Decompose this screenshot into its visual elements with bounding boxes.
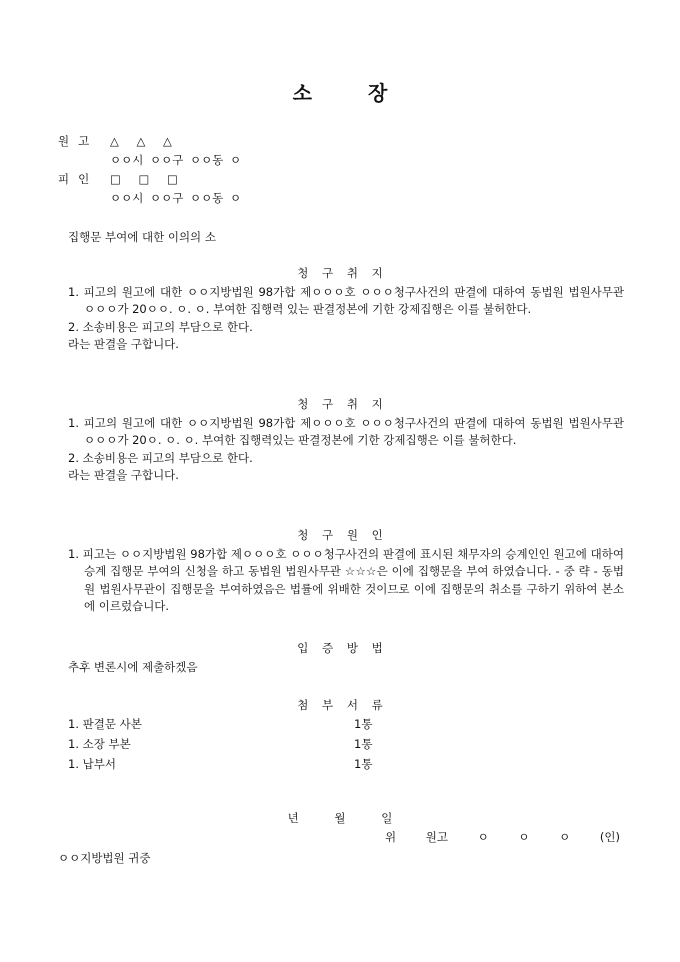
claim-2-item-1: 1. 피고의 원고에 대한 ㅇㅇ지방법원 98가합 제ㅇㅇㅇ호 ㅇㅇㅇ청구사건의 판결에 대하여 동법원 법원사무관 ㅇㅇㅇ가 20ㅇ. ㅇ. ㅇ. 부여한 집행력있는 판결정본에 기한 강제집행은 이를 불허한다. [68,416,624,448]
court-addressee: ㅇㅇ지방법원 귀중 [58,851,151,865]
attachment-label: 1. 납부서 [68,757,116,771]
attachment-count: 1통 [354,717,373,731]
claim-1-item-2: 2. 소송비용은 피고의 부담으로 한다. [68,319,253,334]
claim-section-1 [68,284,624,353]
attachment-label: 1. 판결문 사본 [68,717,142,731]
attachments-heading: 첨 부 서 류 [297,698,383,712]
attachment-count: 1통 [354,757,373,771]
cause-heading: 청 구 원 인 [297,528,383,542]
evidence-text: 추후 변론시에 제출하겠음 [68,660,198,674]
attachment-label: 1. 소장 부본 [68,737,131,751]
claim-section-2 [68,415,624,484]
cause-item-1: 1. 피고는 ㅇㅇ지방법원 98가합 제ㅇㅇㅇ호 ㅇㅇㅇ청구사건의 판결에 표시된 채무자의 승계인인 원고에 대하여 승계 집행문 부여의 신청을 하고 동법원 법원사무관 ☆☆☆은 이에 집행문을 부여 하였습니다. - 중 략 - 동법원 법원사무관이 집행문을 부여하였음은 법률에 위배한 것이므로 이에 집행문의 취소를 구하기 위하여 본소에 이르렀습니다. [68,547,624,613]
claim-1-item-1: 1. 피고의 원고에 대한 ㅇㅇ지방법원 98가합 제ㅇㅇㅇ호 ㅇㅇㅇ청구사건의 판결에 대하여 동법원 법원사무관 ㅇㅇㅇ가 20ㅇㅇ. ㅇ. ㅇ. 부여한 집행력 있는 판결정본에 기한 강제집행은 이를 불허한다. [68,285,624,317]
claim-1-closing: 라는 판결을 구합니다. [68,336,179,351]
title-char-2: 장 [368,81,388,105]
plaintiff-label: 원고 [58,134,99,148]
defendant-label: 피인 [58,172,99,186]
date-line: 년 월 일 [287,811,393,825]
claim-2-item-2: 2. 소송비용은 피고의 부담으로 한다. [68,450,253,465]
claim-2-closing: 라는 판결을 구합니다. [68,467,179,482]
defendant-address: ㅇㅇ시 ㅇㅇ구 ㅇㅇ동 ㅇ [110,191,242,205]
claim-heading-2: 청 구 취 지 [297,397,383,411]
attachment-count: 1통 [354,737,373,751]
plaintiff-address: ㅇㅇ시 ㅇㅇ구 ㅇㅇ동 ㅇ [110,153,242,167]
page-title [0,78,680,108]
cause-section [68,546,624,615]
title-char-1: 소 [292,81,312,105]
claim-heading-1: 청 구 취 지 [297,266,383,280]
defendant-name: □ □ □ [110,172,178,186]
signature-line: 위 원고 ㅇ ㅇ ㅇ (인) [384,830,620,844]
evidence-heading: 입 증 방 법 [297,641,383,655]
plaintiff-name: △ △ △ [110,134,172,148]
case-name: 집행문 부여에 대한 이의의 소 [68,230,216,244]
